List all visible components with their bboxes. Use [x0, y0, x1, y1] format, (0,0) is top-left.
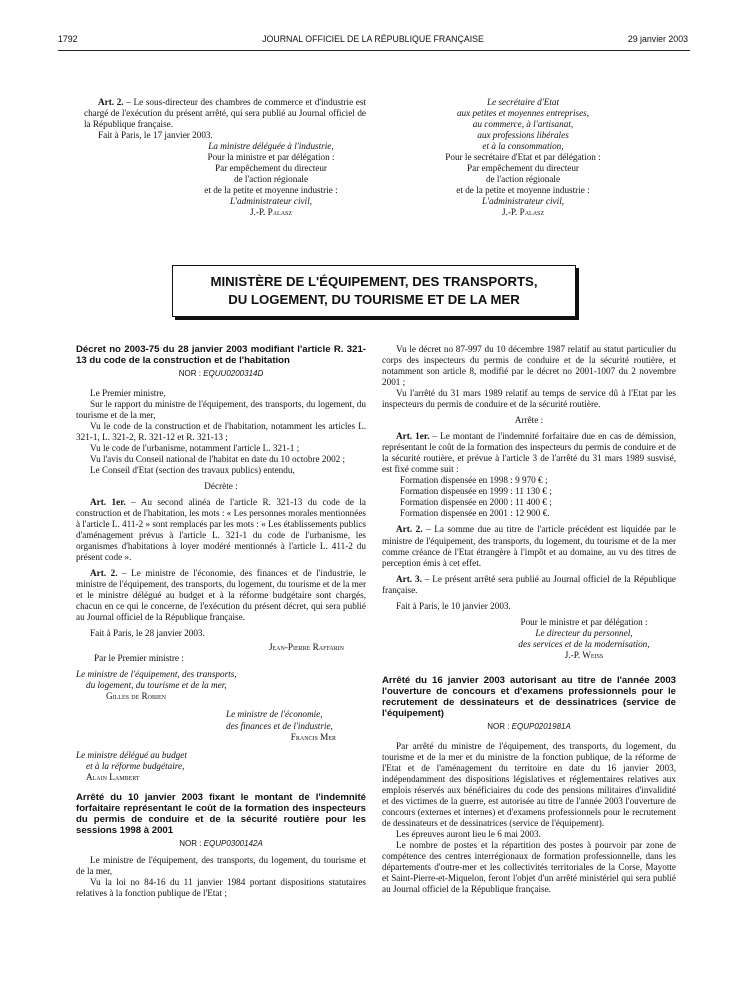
sig-line: aux professions libérales	[477, 130, 569, 141]
article-label: Art. 1er.	[90, 496, 126, 507]
sig-line: Par empêchement du directeur	[215, 163, 327, 174]
sig-line: et de la petite et moyenne industrie :	[456, 185, 590, 196]
arrete-title: Arrêté du 10 janvier 2003 fixant le montant de l'indemnité forfaitaire représentant le coût de la formation des inspecteurs du permis de conduire et de la sécurité routière pour les sessions 1998 à 2001	[76, 791, 366, 836]
prime-minister-name: Jean-Pierre Raffarin	[268, 642, 344, 653]
paragraph: Vu l'arrêté du 31 mars 1989 relatif au temps de service dû à l'Etat par les inspecteurs du permis de conduire et de la sécurité routière.	[382, 388, 676, 410]
paragraph: Le nombre de postes et la répartition des postes à pourvoir par zone de compétence des centres interrégionaux de formation professionnelle, dans les départements d'outre-mer et les collectivités territoriales de la Corse, Mayotte et Saint-Pierre-et-Miquelon, feront l'objet d'un arrêté ministériel qui sera publié au Journal officiel de la République française.	[382, 839, 676, 894]
article-1	[76, 497, 366, 563]
sig-line: de l'action régionale	[485, 174, 561, 185]
nor-reference	[382, 722, 676, 732]
top-right-block	[382, 97, 664, 218]
sig-line: de l'action régionale	[233, 174, 309, 185]
sig-line: Pour le ministre et par délégation :	[520, 616, 648, 627]
ministry-heading-box	[172, 265, 576, 317]
article-label: Art. 2.	[396, 524, 423, 535]
arrete-title: Arrêté du 16 janvier 2003 autorisant au titre de l'année 2003 l'ouverture de concours et d'examens professionnels pour le recrutement de dessinateurs et de dessinatrices (service de l'équipement)	[382, 674, 676, 719]
nor-reference	[76, 839, 366, 849]
paragraph: Vu l'avis du Conseil national de l'habitat en date du 10 octobre 2002 ;	[90, 453, 346, 464]
paragraph: Le ministre de l'équipement, des transports, du logement, du tourisme et de la mer,	[76, 855, 366, 877]
signatory-name: J.-P. Weiss	[564, 649, 604, 660]
signature-block	[84, 141, 366, 218]
minister-name: Francis Mer	[290, 731, 336, 742]
nor-code: EQUP0201981A	[511, 721, 571, 731]
signing-date: Fait à Paris, le 17 janvier 2003.	[98, 130, 213, 141]
paragraph: Le Conseil d'Etat (section des travaux publics) entendu,	[90, 464, 295, 475]
article-label: Art. 2.	[90, 568, 118, 579]
article-label: Art. 2.	[98, 97, 124, 107]
sig-line: Le directeur du personnel,	[535, 627, 633, 638]
minister-title: Le ministre de l'économie,	[226, 709, 323, 720]
paragraph: Sur le rapport du ministre de l'équipement, des transports, du logement, du tourisme et de la mer,	[76, 398, 366, 420]
article-3	[382, 574, 676, 596]
sig-line: Pour le secrétaire d'Etat et par délégation :	[445, 152, 601, 163]
sig-line: Pour la ministre et par délégation :	[207, 152, 335, 163]
art2-paragraph	[84, 97, 366, 130]
page-number: 1792	[58, 34, 78, 44]
paragraph: Le Premier ministre,	[90, 387, 166, 398]
article-text: – Le montant de l'indemnité forfaitaire due en cas de démission, représentant le coût de la formation des inspecteurs du permis de conduire et de la sécurité routière, et prévue à l'article 3 de l'arrêté du 31 mars 1989 susvisé, est fixé comme suit :	[382, 431, 677, 475]
sig-line: Le secrétaire d'Etat	[486, 97, 560, 107]
page-header	[58, 34, 688, 48]
par-premier-ministre: Par le Premier ministre :	[94, 653, 184, 664]
signatory-name: J.-P. Palasz	[501, 207, 545, 218]
nor-reference	[76, 369, 366, 379]
issue-date: 29 janvier 2003	[627, 34, 688, 44]
article-text: – Le sous-directeur des chambres de commerce et d'industrie est chargé de l'exécution du présent arrêté, qui sera publié au Journal officiel de la République française.	[84, 97, 366, 130]
paragraph: Vu le code de l'urbanisme, notamment l'article L. 321-1 ;	[90, 442, 300, 453]
minister-name: Gilles de Robien	[106, 691, 167, 702]
top-left-block	[84, 97, 366, 218]
formation-line: Formation dispensée en 2000 : 11 400 € ;	[400, 497, 552, 508]
minister-title: Le ministre de l'équipement, des transports,	[76, 669, 237, 680]
minister-title: des finances et de l'industrie,	[226, 720, 333, 731]
nor-label: NOR :	[487, 721, 510, 731]
minister-name: Alain Lambert	[86, 771, 140, 782]
article-2	[76, 568, 366, 623]
right-column	[382, 344, 676, 895]
sig-line: et à la consommation,	[482, 141, 564, 152]
left-column	[76, 344, 366, 900]
sig-line: La ministre déléguée à l'industrie,	[208, 141, 334, 152]
article-2	[382, 524, 676, 568]
sig-line: et de la petite et moyenne industrie :	[204, 185, 338, 196]
minister-title: et à la réforme budgétaire,	[86, 760, 185, 771]
sig-line: au commerce, à l'artisanat,	[472, 119, 574, 130]
formation-line: Formation dispensée en 2001 : 12 900 €.	[400, 508, 550, 519]
sig-line: L'administrateur civil,	[229, 196, 313, 207]
signing-date: Fait à Paris, le 28 janvier 2003.	[90, 628, 205, 639]
paragraph: Vu la loi no 84-16 du 11 janvier 1984 portant dispositions statutaires relatives à la fonction publique de l'Etat ;	[76, 877, 366, 899]
paragraph: Par arrêté du ministre de l'équipement, des transports, du logement, du tourisme et de la mer et du ministre de la fonction publique, de la réforme de l'Etat et de l'aménagement du territoire en date du 16 janvier 2003, indépendamment des dispositions législatives et réglementaires relatives aux emplois réservés aux bénéficiaires du code des pensions militaires d'invalidité et des victimes de la guerre, est autorisée au titre de l'année 2003 l'ouverture de concours (externes et internes) et d'examens professionnels pour le recrutement de dessinateurs et de dessinatrices (service de l'équipement).	[382, 740, 676, 828]
sig-line: Par empêchement du directeur	[467, 163, 579, 174]
nor-code: EQUU0200314D	[203, 369, 264, 379]
formation-line: Formation dispensée en 1999 : 11 130 € ;	[400, 486, 552, 497]
nor-code: EQUP0300142A	[203, 838, 263, 848]
nor-label: NOR :	[178, 369, 201, 379]
signing-date: Fait à Paris, le 10 janvier 2003.	[396, 600, 511, 611]
article-text: – Le ministre de l'économie, des finances et de l'industrie, le ministre de l'équipement, des transports, du logement, du tourisme et de la mer et le ministre délégué au budget et à la réforme budgétaire sont chargés, chacun en ce qui le concerne, de l'exécution du présent décret, qui sera publié au Journal officiel de la République française.	[76, 568, 367, 623]
signature-block	[382, 617, 676, 661]
journal-title: JOURNAL OFFICIEL DE LA RÉPUBLIQUE FRANÇAISE	[262, 34, 484, 44]
minister-title: du logement, du tourisme et de la mer,	[86, 680, 227, 691]
paragraph: Vu le code de la construction et de l'habitation, notamment les articles L. 321-1, L. 321-2, R. 321-12 et R. 321-13 ;	[76, 420, 366, 442]
ministry-heading-line: MINISTÈRE DE L'ÉQUIPEMENT, DES TRANSPORTS,	[210, 274, 538, 289]
paragraph: Vu le décret no 87-997 du 10 décembre 1987 relatif au statut particulier du corps des inspecteurs du permis de conduire et de la sécurité routière, et notamment son article 8, modifié par le décret no 2001-1007 du 2 novembre 2001 ;	[382, 344, 676, 388]
article-text: – Au second alinéa de l'article R. 321-13 du code de la construction et de l'habitation, les mots : « Les personnes morales mentionnées à l'article L. 411-2 » sont remplacés par les mots : « Les établissements publics d'aménagement prévus à l'article L. 321-1 du code de l'urbanisme, les organismes d'habitations à loyer modéré mentionnés à l'article L. 411-2 du présent code ».	[76, 496, 366, 563]
article-text: – La somme due au titre de l'article précédent est liquidée par le ministre de l'équipement, des transports, du logement, du tourisme et de la mer comme créance de l'Etat étrangère à l'impôt et au domaine, au vu des titres de perception émis à cet effet.	[382, 524, 676, 568]
sig-line: L'administrateur civil,	[481, 196, 565, 207]
decret-title: Décret no 2003-75 du 28 janvier 2003 modifiant l'article R. 321-13 du code de la construction et de l'habitation	[76, 344, 366, 367]
sig-line: aux petites et moyennes entreprises,	[456, 108, 590, 119]
nor-label: NOR :	[179, 838, 202, 848]
sig-line: des services et de la modernisation,	[518, 638, 650, 649]
decrete-heading: Décrète :	[204, 480, 238, 491]
formation-line: Formation dispensée en 1998 : 9 970 € ;	[400, 475, 548, 486]
header-rule	[58, 50, 690, 51]
minister-title: Le ministre délégué au budget	[76, 749, 187, 760]
arrete-heading: Arrête :	[514, 415, 544, 426]
ministry-heading-line: DU LOGEMENT, DU TOURISME ET DE LA MER	[228, 291, 520, 307]
paragraph: Les épreuves auront lieu le 6 mai 2003.	[396, 828, 541, 839]
article-label: Art. 1er.	[396, 431, 430, 442]
article-text: – Le présent arrêté sera publié au Journal officiel de la République française.	[382, 573, 677, 595]
signatory-name: J.-P. Palasz	[249, 207, 293, 218]
article-1	[382, 431, 676, 475]
article-label: Art. 3.	[396, 573, 422, 584]
